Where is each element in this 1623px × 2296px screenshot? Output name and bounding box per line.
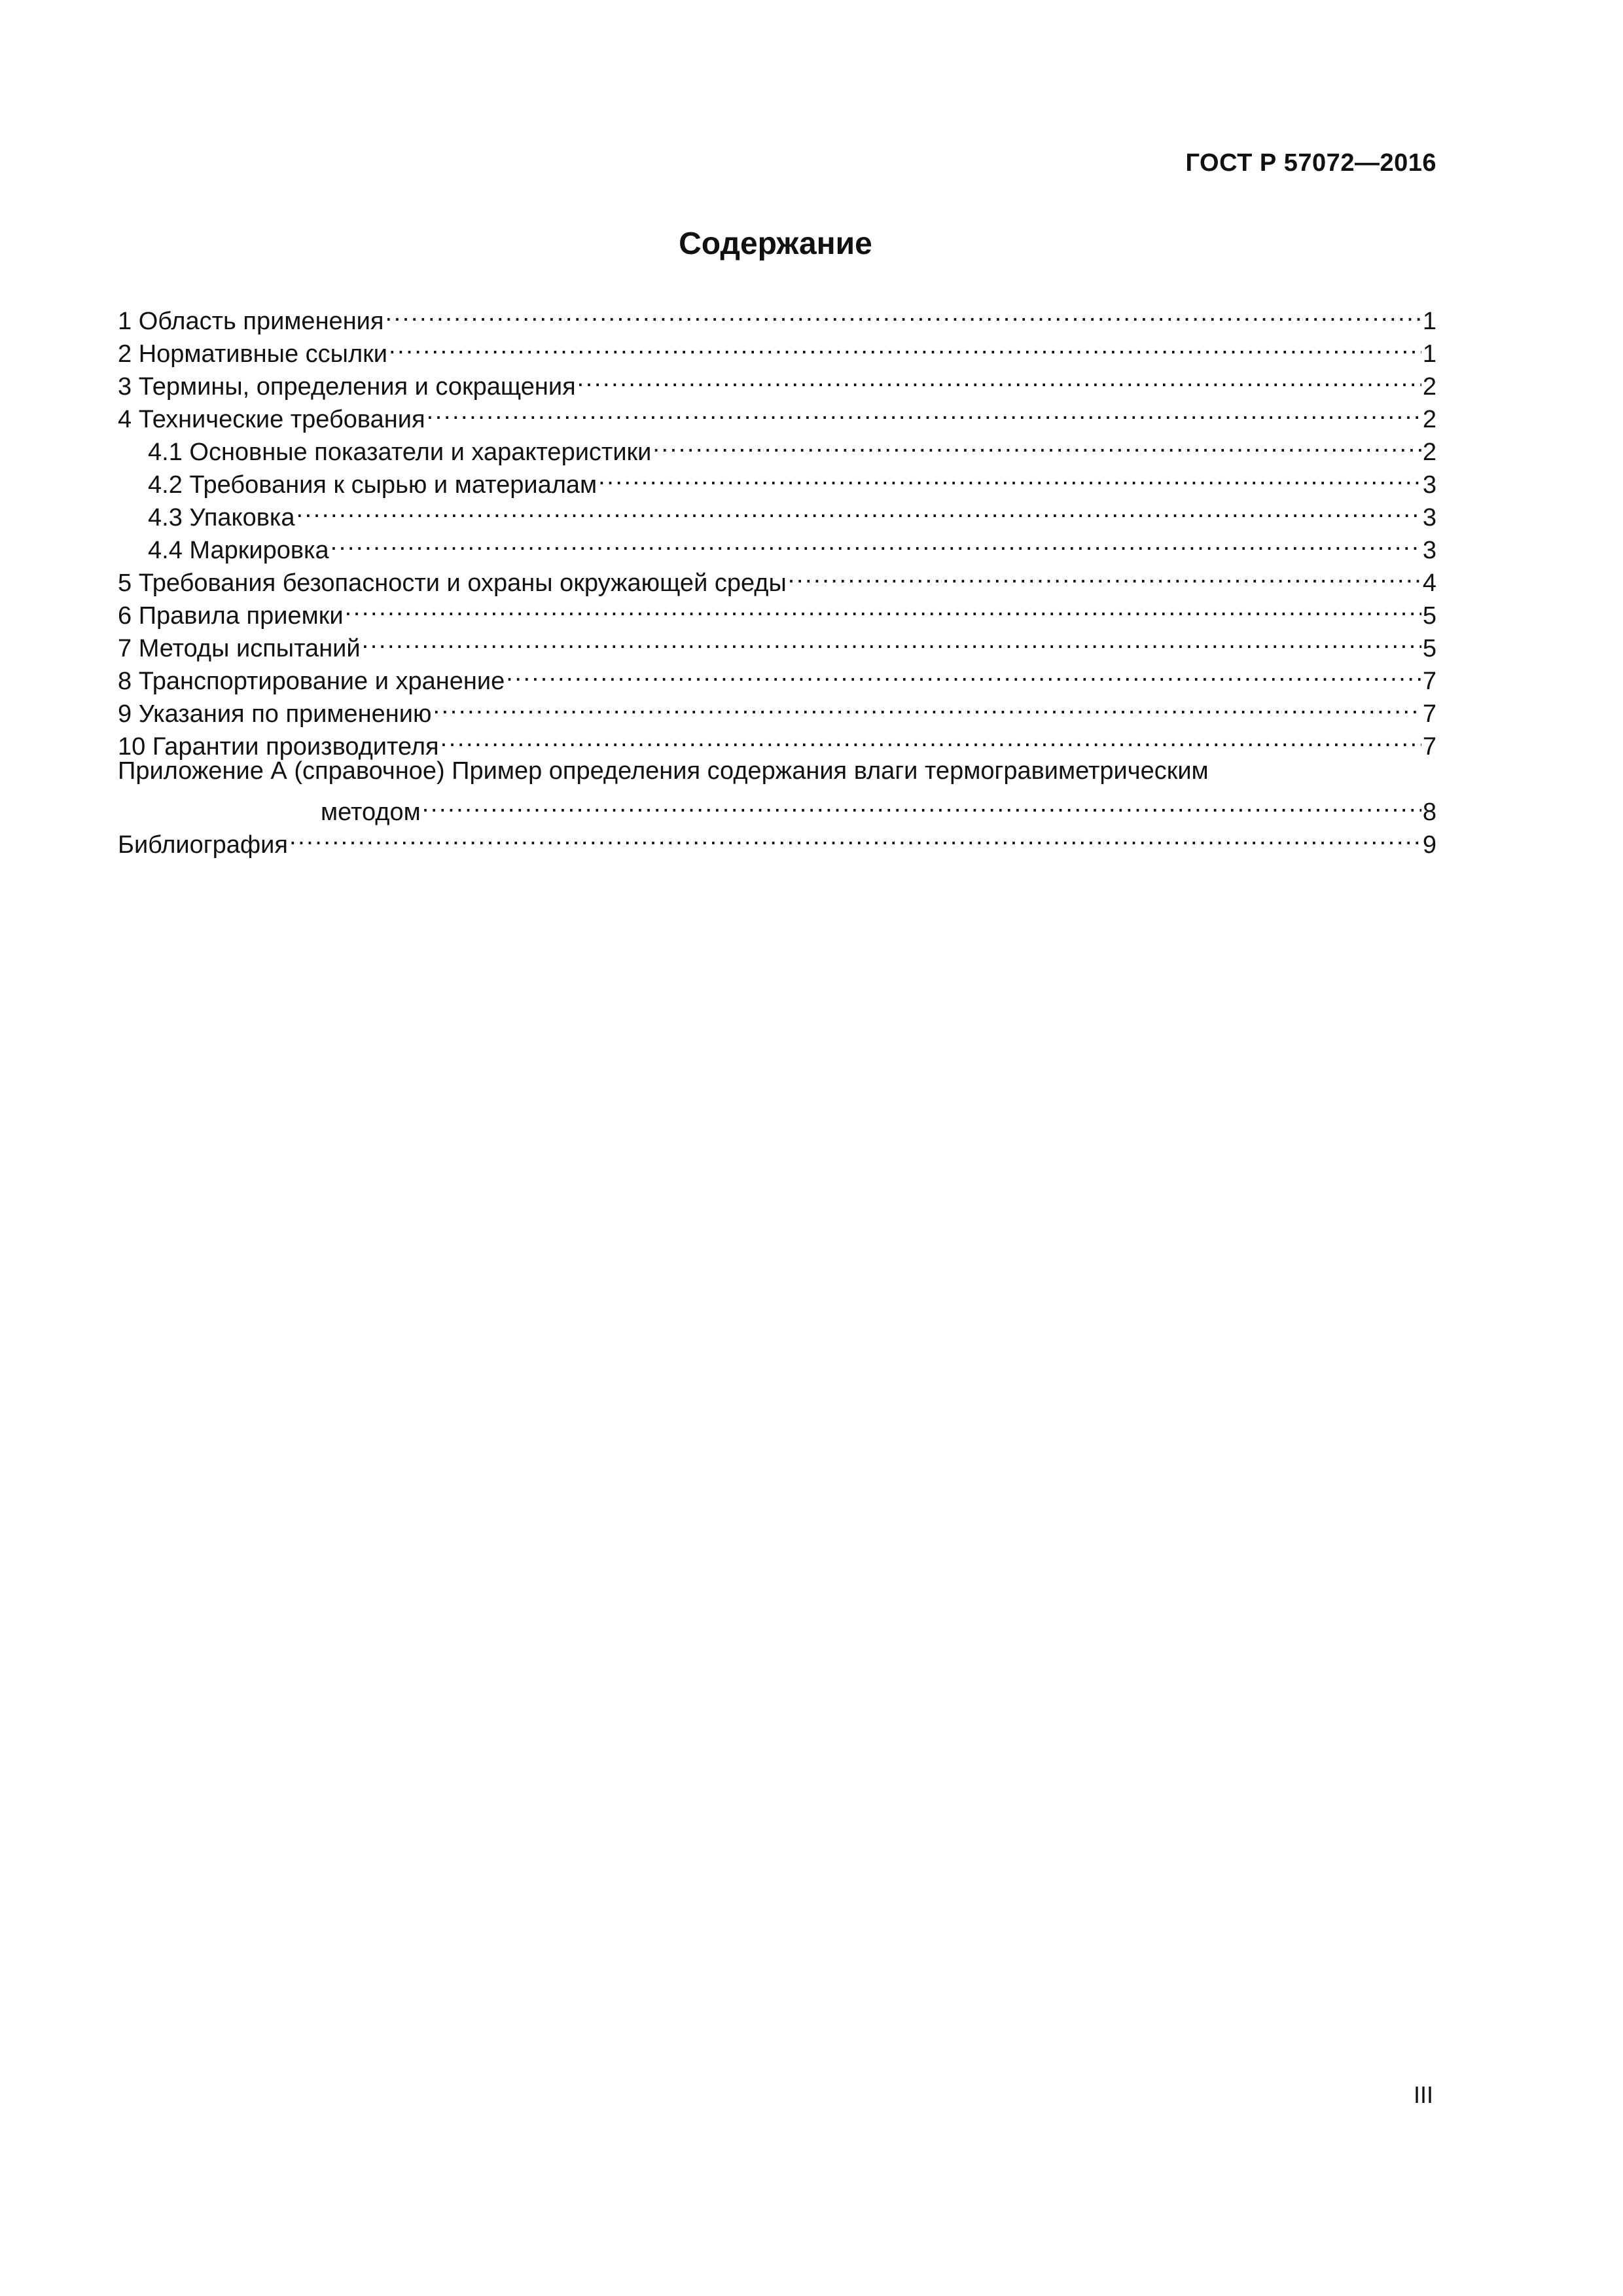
toc-entry-label: 10 Гарантии производителя (118, 733, 439, 761)
document-code: ГОСТ Р 57072—2016 (1185, 149, 1436, 177)
toc-entry-label-continued: методом (321, 798, 421, 826)
dot-leader (652, 427, 1421, 460)
dot-leader (362, 624, 1421, 656)
toc-entry-page: 8 (1422, 798, 1436, 826)
toc-entry-page: 5 (1422, 602, 1436, 630)
toc-entry-label: 4.3 Упаковка (148, 504, 295, 531)
dot-leader (330, 526, 1421, 558)
table-of-contents (118, 296, 1436, 859)
toc-entry-page: 5 (1422, 635, 1436, 662)
toc-entry-label: 2 Нормативные ссылки (118, 340, 387, 368)
toc-entry-label: 6 Правила приемки (118, 602, 344, 630)
toc-entry-label: 4.2 Требования к сырью и материалам (148, 471, 597, 499)
toc-entry-label: 5 Требования безопасности и охраны окружающей среды (118, 569, 787, 597)
toc-entry-scope[interactable] (118, 296, 1436, 335)
dot-leader (385, 296, 1421, 329)
toc-entry-page: 4 (1422, 569, 1436, 597)
page-number: III (1413, 2081, 1433, 2108)
toc-entry-label: 9 Указания по применению (118, 700, 432, 728)
toc-entry-page: 3 (1422, 504, 1436, 531)
toc-entry-appendix-a[interactable] (118, 755, 1436, 787)
toc-entry-page: 3 (1422, 471, 1436, 499)
toc-entry-label: 4.4 Маркировка (148, 537, 329, 564)
toc-entry-page: 7 (1422, 700, 1436, 728)
toc-entry-page: 7 (1422, 733, 1436, 761)
dot-leader (389, 329, 1421, 362)
toc-entry-label: Библиография (118, 831, 288, 859)
dot-leader (577, 362, 1421, 395)
toc-entry-appendix-a-continued[interactable] (118, 787, 1436, 826)
dot-leader (506, 656, 1421, 689)
toc-entry-page: 1 (1422, 340, 1436, 368)
dot-leader (427, 395, 1421, 427)
toc-entry-page: 7 (1422, 668, 1436, 695)
toc-entry-label: 8 Транспортирование и хранение (118, 668, 505, 695)
dot-leader (422, 787, 1421, 820)
dot-leader (345, 591, 1421, 624)
toc-entry-bibliography[interactable] (118, 820, 1436, 859)
toc-entry-packaging[interactable] (118, 493, 1436, 531)
toc-entry-page: 2 (1422, 406, 1436, 433)
toc-title: Содержание (679, 226, 872, 261)
dot-leader (289, 820, 1421, 853)
toc-entry-marking[interactable] (118, 526, 1436, 564)
toc-entry-page: 2 (1422, 439, 1436, 466)
toc-entry-label: 4.1 Основные показатели и характеристики (148, 439, 652, 466)
dot-leader (788, 558, 1421, 591)
toc-entry-page: 9 (1422, 831, 1436, 859)
toc-entry-label: 1 Область применения (118, 308, 384, 335)
toc-entry-label: Приложение А (справочное) Пример определения содержания влаги термогравиметрическим (118, 757, 1209, 785)
dot-leader (433, 689, 1421, 722)
dot-leader (598, 460, 1421, 493)
toc-entry-page: 1 (1422, 308, 1436, 335)
toc-entry-label: 3 Термины, определения и сокращения (118, 373, 576, 401)
toc-entry-label: 4 Технические требования (118, 406, 425, 433)
toc-entry-label: 7 Методы испытаний (118, 635, 361, 662)
dot-leader (296, 493, 1421, 526)
dot-leader (440, 722, 1421, 755)
toc-entry-page: 2 (1422, 373, 1436, 401)
toc-entry-page: 3 (1422, 537, 1436, 564)
